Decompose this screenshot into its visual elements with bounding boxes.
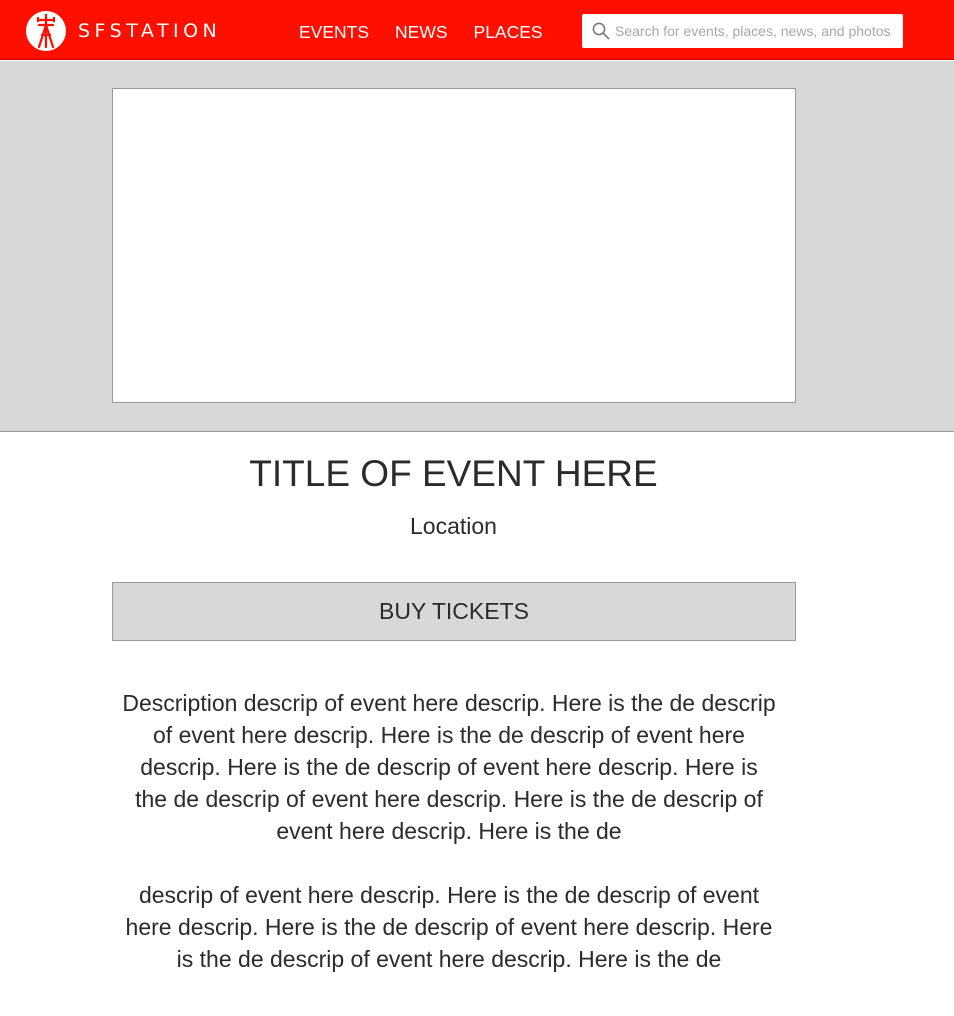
sutro-tower-icon [33,14,59,48]
site-logo-text[interactable]: SFSTATION [78,20,222,42]
event-description [122,687,776,975]
nav-item-news[interactable]: NEWS [395,22,448,42]
event-title: TITLE OF EVENT HERE [249,453,658,494]
main-nav [299,20,569,44]
site-header [0,0,954,60]
buy-tickets-button[interactable]: BUY TICKETS [112,582,796,641]
nav-item-events[interactable]: EVENTS [299,22,370,42]
event-image-placeholder [112,88,796,403]
hero-banner [0,61,954,432]
nav-item-places[interactable]: PLACES [473,22,543,42]
description-paragraph: descrip of event here descrip. Here is the de descrip of event here descrip. Here is the de descrip of event here descrip. Here is the de descrip of event here descrip. Here is the de [125,882,773,972]
sutro-tower-logo-icon[interactable] [26,11,66,51]
search-icon [591,21,611,41]
event-location: Location [410,513,497,539]
search-input[interactable] [615,23,895,39]
description-paragraph: Description descrip of event here descrip. Here is the de descrip of event here descrip. Here is the de descrip of event here descrip. Here is the de descrip of event here descrip. Here is the de descrip of event here descrip. Here is the de descrip of event here descrip. Here is the de [122,690,776,844]
search-box[interactable] [582,14,903,48]
